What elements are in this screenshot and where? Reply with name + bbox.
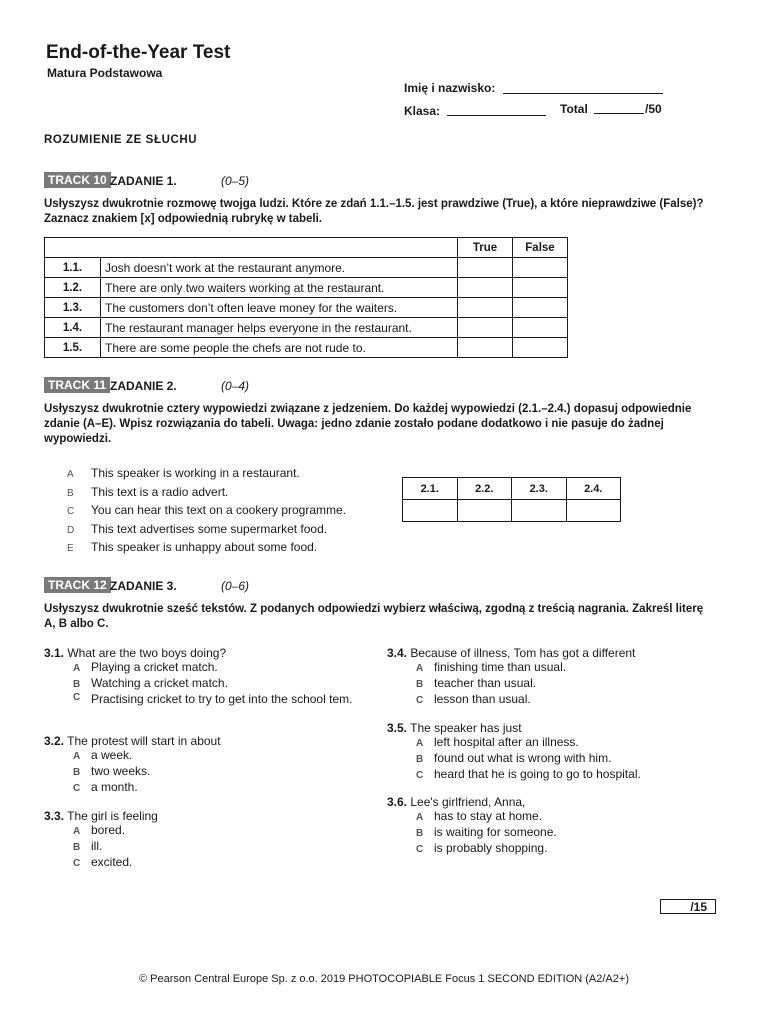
answer-option[interactable]: C a month.	[73, 780, 138, 794]
table-row: 1.5. There are some people the chefs are not rude to.	[45, 338, 568, 358]
answer-cell[interactable]	[512, 500, 567, 522]
class-field[interactable]	[447, 103, 546, 116]
false-checkbox-cell[interactable]	[513, 298, 568, 318]
false-checkbox-cell[interactable]	[513, 318, 568, 338]
table-row: 1.4. The restaurant manager helps everyone in the restaurant.	[45, 318, 568, 338]
answer-cell[interactable]	[566, 500, 621, 522]
list-item: E This speaker is unhappy about some food.	[67, 540, 318, 554]
question-3-2: 3.2. The protest will start in about A a week. B two weeks. C a month.	[44, 734, 364, 796]
question-3-3: 3.3. The girl is feeling A bored. B ill. C excited.	[44, 809, 364, 871]
track-badge-12: TRACK 12	[44, 577, 111, 593]
answer-option[interactable]: C excited.	[73, 855, 133, 869]
answer-option[interactable]: C Practising cricket to try to get into the school tem.	[73, 692, 353, 706]
task1-table	[44, 237, 568, 358]
true-checkbox-cell[interactable]	[458, 278, 513, 298]
page-title: End-of-the-Year Test	[46, 42, 231, 63]
task3-points: (0–6)	[221, 579, 250, 593]
list-item: B This text is a radio advert.	[67, 484, 229, 499]
table-row: 1.3. The customers don’t often leave money for the waiters.	[45, 298, 568, 318]
true-checkbox-cell[interactable]	[458, 298, 513, 318]
table-row: 1.1. Josh doesn’t work at the restaurant anymore.	[45, 258, 568, 278]
section-title: ROZUMIENIE ZE SŁUCHU	[44, 134, 198, 146]
task1-title: ZADANIE 1.	[110, 174, 177, 188]
track-badge-10: TRACK 10	[44, 172, 111, 188]
task2-points: (0–4)	[221, 379, 250, 393]
class-label: Klasa:	[404, 104, 441, 118]
task2-options	[67, 466, 346, 559]
list-item: A This speaker is working in a restaurant.	[67, 466, 300, 480]
table-header-row: 2.1. 2.2. 2.3. 2.4.	[403, 478, 621, 500]
question-3-5: 3.5. The speaker has just A left hospital after an illness. B found out what is wrong with him. C heard that he is going to go to hospital.	[387, 721, 727, 783]
answer-option[interactable]: A finishing time than usual.	[416, 660, 567, 674]
true-checkbox-cell[interactable]	[458, 318, 513, 338]
task2-title: ZADANIE 2.	[110, 379, 177, 393]
answer-option[interactable]: B found out what is wrong with him.	[416, 751, 612, 765]
task3-title: ZADANIE 3.	[110, 579, 177, 593]
question-3-4: 3.4. Because of illness, Tom has got a different A finishing time than usual. B teacher than usual. C lesson than usual.	[387, 646, 727, 708]
answer-option[interactable]: B is waiting for someone.	[416, 825, 557, 839]
name-label: Imię i nazwisko:	[404, 81, 496, 95]
total-field[interactable]	[594, 101, 644, 114]
answer-option[interactable]: C heard that he is going to go to hospital.	[416, 767, 641, 781]
task2-answer-table	[402, 477, 621, 522]
answer-option[interactable]: B ill.	[73, 839, 103, 853]
answer-option[interactable]: A left hospital after an illness.	[416, 735, 579, 749]
answer-option[interactable]: A bored.	[73, 823, 126, 837]
col-false: False	[513, 238, 568, 258]
answer-cell[interactable]	[457, 500, 512, 522]
list-item: D This text advertises some supermarket food.	[67, 521, 328, 536]
table-header-row	[45, 238, 568, 258]
track-badge-11: TRACK 11	[44, 377, 110, 393]
answer-cell[interactable]	[403, 500, 458, 522]
true-checkbox-cell[interactable]	[458, 338, 513, 358]
score-box[interactable]: /15	[660, 899, 716, 914]
answer-option[interactable]: C is probably shopping.	[416, 841, 548, 855]
list-item: C You can hear this text on a cookery programme.	[67, 503, 347, 517]
table-row: 1.2. There are only two waiters working at the restaurant.	[45, 278, 568, 298]
task1-points: (0–5)	[221, 174, 250, 188]
answer-option[interactable]: B two weeks.	[73, 764, 151, 778]
col-true: True	[458, 238, 513, 258]
true-checkbox-cell[interactable]	[458, 258, 513, 278]
footer-copyright: © Pearson Central Europe Sp. z o.o. 2019 PHOTOCOPIABLE Focus 1 SECOND EDITION (A2/A2+)	[139, 973, 629, 985]
answer-option[interactable]: B teacher than usual.	[416, 676, 537, 690]
answer-option[interactable]: B Watching a cricket match.	[73, 676, 228, 690]
answer-option[interactable]: A a week.	[73, 748, 133, 762]
false-checkbox-cell[interactable]	[513, 258, 568, 278]
total-suffix: /50	[645, 102, 662, 116]
answer-option[interactable]: C lesson than usual.	[416, 692, 531, 706]
false-checkbox-cell[interactable]	[513, 278, 568, 298]
page-subtitle: Matura Podstawowa	[47, 66, 163, 80]
question-3-6: 3.6. Lee's girlfriend, Anna, A has to stay at home. B is waiting for someone. C is probably shopping.	[387, 795, 727, 857]
name-field[interactable]	[503, 81, 663, 94]
question-3-1: 3.1. What are the two boys doing? A Playing a cricket match. B Watching a cricket match. C Practising cricket to try to get into the school tem.	[44, 646, 364, 724]
task3-instruction: Usłyszysz dwukrotnie sześć tekstów. Z podanych odpowiedzi wybierz właściwą, zgodną z treścią nagrania. Zakreśl literę A, B albo C.	[44, 603, 704, 630]
table-row	[403, 500, 621, 522]
total-label: Total	[560, 102, 588, 116]
answer-option[interactable]: A Playing a cricket match.	[73, 660, 218, 674]
task2-instruction: Usłyszysz dwukrotnie cztery wypowiedzi związane z jedzeniem. Do każdej wypowiedzi (2.1.–2.4.) dopasuj odpowiednie zdanie (A–E). Wpisz rozwiązania do tabeli. Uwaga: jedno zdanie zostało podane dodatkowo i nie pasuje do żadnej wypowiedzi.	[44, 403, 692, 445]
false-checkbox-cell[interactable]	[513, 338, 568, 358]
answer-option[interactable]: A has to stay at home.	[416, 809, 543, 823]
task1-instruction: Usłyszysz dwukrotnie rozmowę twojga ludzi. Które ze zdań 1.1.–1.5. jest prawdziwe (True), a które nieprawdziwe (False)? Zaznacz znakiem [x] odpowiednią rubrykę w tabeli.	[44, 198, 704, 225]
